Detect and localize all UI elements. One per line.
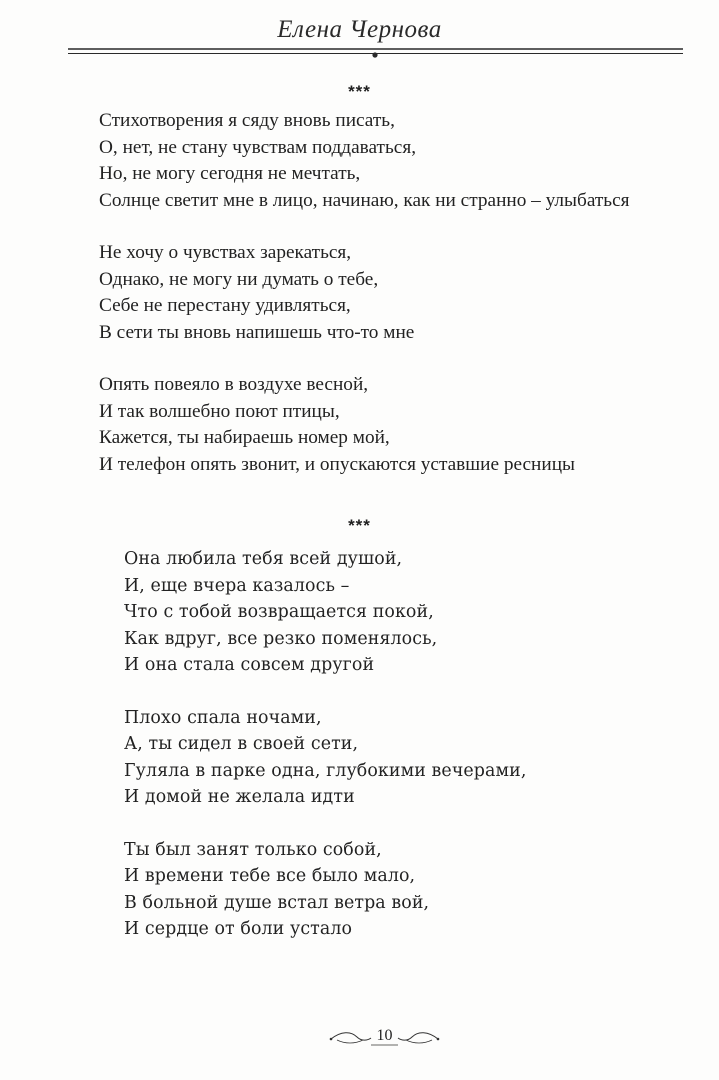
verse-line: И она стала совсем другой — [124, 655, 375, 675]
verse-line: Ты был занят только собой, — [124, 839, 382, 860]
verse-line: Как вдруг, все резко поменялось, — [124, 628, 438, 649]
stanza — [99, 108, 630, 214]
verse-line: Стихотворения я сяду вновь писать, — [99, 110, 395, 131]
verse-line: И домой не желала идти — [124, 787, 355, 807]
header-ornament-rule — [68, 44, 683, 60]
stanza — [99, 240, 630, 346]
verse-line: И так волшебно поют птицы, — [99, 400, 340, 422]
poem-2 — [124, 546, 526, 969]
poem-1 — [99, 108, 630, 504]
stanza — [124, 837, 526, 943]
verse-line: И, еще вчера казалось – — [124, 575, 350, 596]
verse-line: Солнце светит мне в лицо, начинаю, как ни странно – улыбаться — [99, 189, 630, 211]
verse-line: А, ты сидел в своей сети, — [124, 734, 359, 754]
verse-line: О, нет, не стану чувствам поддаваться, — [99, 136, 417, 158]
stanza — [99, 372, 630, 478]
verse-line: Кажется, ты набираешь номер мой, — [99, 427, 390, 448]
verse-line: В сети ты вновь напишешь что-то мне — [99, 321, 415, 343]
section-divider: *** — [348, 82, 371, 101]
verse-line: И сердце от боли устало — [124, 919, 353, 939]
page-number: 10 — [376, 1027, 393, 1044]
verse-line: Себе не перестану удивляться, — [99, 295, 351, 316]
verse-line: И времени тебе все было мало, — [124, 866, 416, 886]
verse-line: В больной душе встал ветра вой, — [124, 892, 430, 913]
verse-line: Что с тобой возвращается покой, — [124, 602, 434, 622]
verse-line: Она любила тебя всей душой, — [124, 549, 403, 569]
verse-line: Плохо спала ночами, — [124, 707, 322, 728]
section-divider: *** — [348, 516, 371, 535]
verse-line: Однако, не могу ни думать о тебе, — [99, 268, 379, 290]
stanza — [124, 546, 526, 679]
page-footer — [327, 1026, 442, 1048]
running-head-author: Елена Чернова — [277, 16, 442, 43]
verse-line: Не хочу о чувствах зарекаться, — [99, 242, 352, 263]
verse-line: Но, не могу сегодня не мечтать, — [99, 163, 361, 184]
verse-line: Опять повеяло в воздухе весной, — [99, 374, 369, 395]
stanza — [124, 705, 526, 811]
verse-line: И телефон опять звонит, и опускаются уставшие ресницы — [99, 453, 575, 475]
verse-line: Гуляла в парке одна, глубокими вечерами, — [124, 760, 527, 781]
